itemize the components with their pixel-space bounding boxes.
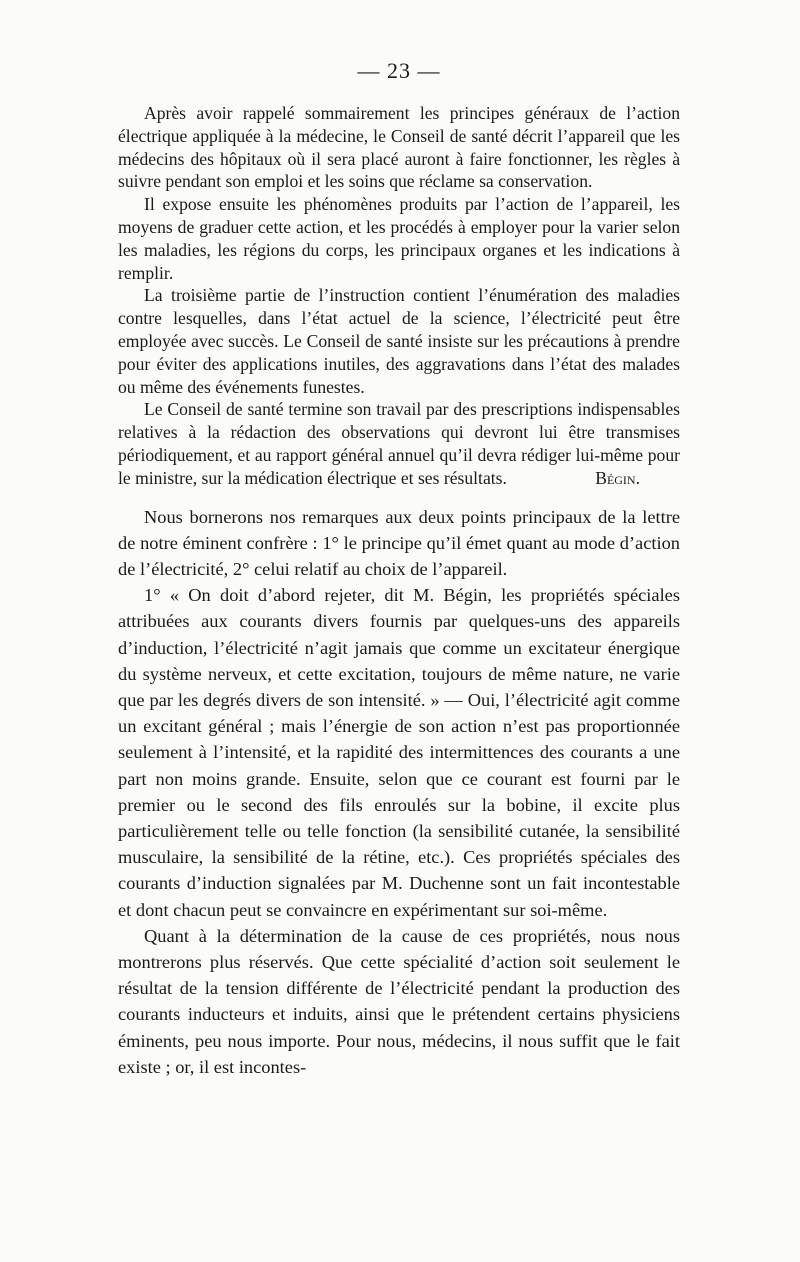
closing-text: Le Conseil de santé termine son travail par des prescriptions indispensables relatives à la rédaction des observations qui devront lui être transmises périodiquement, et au rapport général annuel qu’il devra rédiger lui-même pour le ministre, sur la médication électrique et ses résultats.: [118, 399, 680, 488]
paragraph: Après avoir rappelé sommairement les principes généraux de l’action électrique appliquée à la médecine, le Conseil de santé décrit l’appareil que les médecins des hôpitaux où il sera placé auront à faire fonctionner, les règles à suivre pendant son emploi et les soins que réclame sa conservation.: [118, 103, 680, 192]
instruction-summary: [118, 102, 680, 490]
paragraph: La troisième partie de l’instruction contient l’énumération des maladies contre lesquelles, dans l’état actuel de la science, l’électricité peut être employée avec succès. Le Conseil de santé insiste sur les précautions à prendre pour éviter des applications inutiles, des aggravations dans l’état des malades ou même des événements funestes.: [118, 285, 680, 397]
paragraph: 1° « On doit d’abord rejeter, dit M. Bégin, les propriétés spéciales attribuées aux courants divers fournis par quelques-uns des appareils d’induction, l’électricité n’agit jamais que comme un excitateur énergique du système nerveux, et cette excitation, toujours de même nature, ne varie que par les degrés divers de son intensité. » — Oui, l’électricité agit comme un excitant général ; mais l’énergie de son action n’est pas proportionnée seulement à l’intensité, et la rapidité des intermittences des courants a une part non moins grande. Ensuite, selon que ce courant est fourni par le premier ou le second des fils enroulés sur la bobine, il excite plus particulièrement telle ou telle fonction (la sensibilité cutanée, la sensibilité musculaire, la sensibilité de la rétine, etc.). Ces propriétés spéciales des courants d’induction signalées par M. Duchenne sont un fait incontestable et dont chacun peut se convaincre en expérimentant sur soi-même.: [118, 585, 680, 920]
signature: Bégin.: [595, 467, 640, 488]
commentary: [118, 504, 680, 1080]
paragraph: Quant à la détermination de la cause de ces propriétés, nous nous montrerons plus réservés. Que cette spécialité d’action soit seulement le résultat de la tension différente de l’électricité pendant la production des courants inducteurs et induits, ainsi que le prétendent certains physiciens éminents, peu nous importe. Pour nous, médecins, il nous suffit que le fait existe ; or, il est incontes-: [118, 925, 680, 1077]
paragraph: Nous bornerons nos remarques aux deux points principaux de la lettre de notre éminent confrère : 1° le principe qu’il émet quant au mode d’action de l’électricité, 2° celui relatif au choix de l’appareil.: [118, 506, 680, 579]
paragraph: Il expose ensuite les phénomènes produits par l’action de l’appareil, les moyens de graduer cette action, et les procédés à employer pour la varier selon les maladies, les régions du corps, les principaux organes et les indications à remplir.: [118, 194, 680, 283]
page-number: — 23 —: [357, 58, 441, 83]
closing-paragraph: [118, 398, 680, 489]
